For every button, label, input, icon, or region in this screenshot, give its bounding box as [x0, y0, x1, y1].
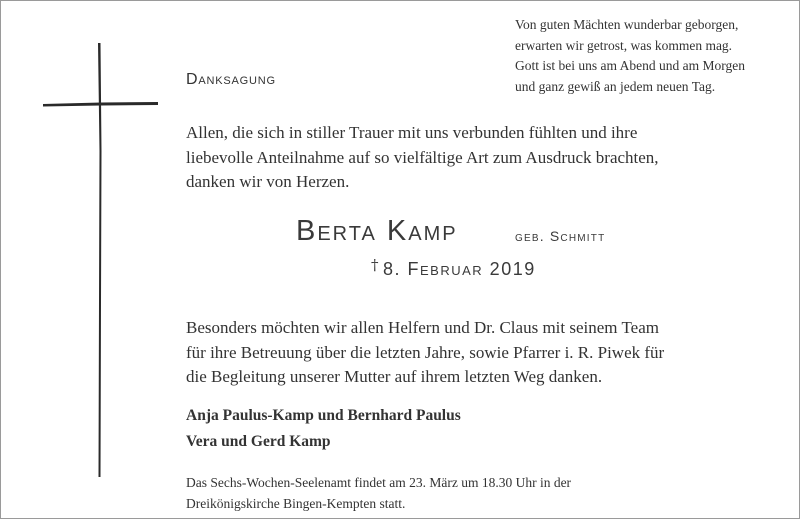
death-date: 8. Februar 2019 [383, 259, 536, 279]
intro-line: Allen, die sich in stiller Trauer mit uns verbunden fühlten und ihre [186, 123, 638, 142]
poem-line: und ganz gewiß an jedem neuen Tag. [515, 78, 716, 94]
intro-text [186, 121, 786, 195]
thanks-line: Besonders möchten wir allen Helfern und Dr. Claus mit seinem Team [186, 318, 659, 337]
death-date-line [371, 256, 536, 280]
signer: Anja Paulus-Kamp und Bernhard Paulus [186, 407, 461, 424]
intro-line: liebevolle Anteilnahme auf so vielfältige Art zum Ausdruck brachten, [186, 147, 659, 167]
thanks-text [186, 316, 796, 390]
maiden-name: geb. Schmitt [515, 228, 606, 244]
notice-line: Dreikönigskirche Bingen-Kempten statt. [186, 496, 406, 511]
memorial-notice [186, 472, 571, 514]
signer: Vera und Gerd Kamp [186, 433, 331, 450]
heading: Danksagung [186, 71, 276, 88]
thanks-line: die Begleitung unserer Mutter auf ihrem letzten Weg danken. [186, 367, 603, 386]
poem-line: erwarten wir getrost, was kommen mag. [515, 37, 733, 53]
notice-line: Das Sechs-Wochen-Seelenamt findet am 23. März um 18.30 Uhr in der [186, 475, 572, 490]
signers [186, 403, 461, 455]
poem [515, 15, 795, 97]
poem-line: Gott ist bei uns am Abend und am Morgen [515, 58, 745, 73]
poem-line: Von guten Mächten wunderbar geborgen, [515, 17, 739, 32]
dagger-icon: † [371, 256, 380, 274]
cross-icon [1, 1, 171, 520]
thanks-line: für ihre Betreuung über die letzten Jahre, sowie Pfarrer i. R. Piwek für [186, 342, 665, 362]
deceased-name: Berta Kamp [296, 215, 458, 247]
intro-line: danken wir von Herzen. [186, 172, 350, 191]
